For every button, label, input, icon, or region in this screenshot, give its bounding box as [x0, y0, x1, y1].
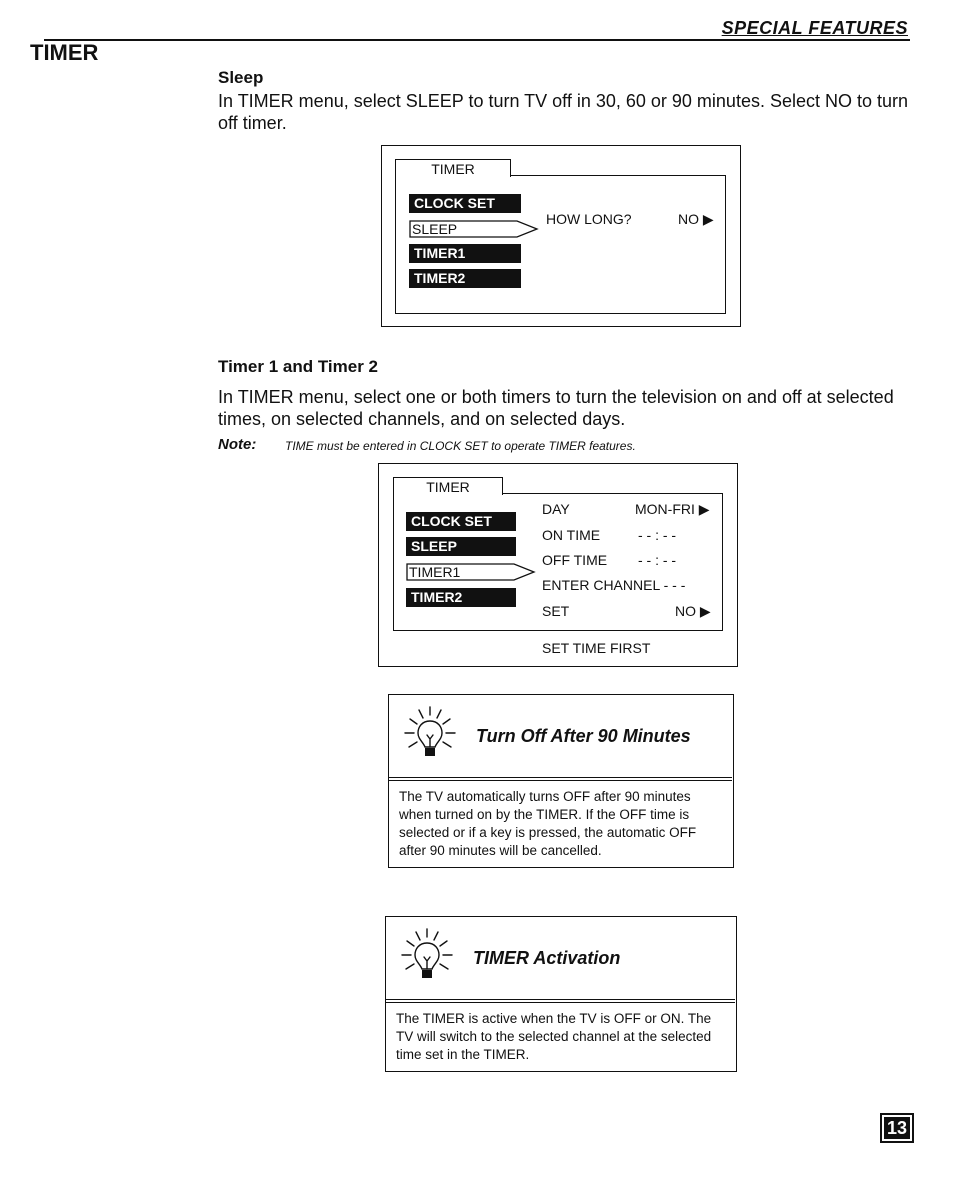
- timers-heading: Timer 1 and Timer 2: [218, 357, 378, 376]
- field-off-time-label: OFF TIME: [542, 552, 608, 568]
- tip-divider: [386, 999, 735, 1003]
- tip-divider: [389, 777, 732, 781]
- sleep-description: In TIMER menu, select SLEEP to turn TV off in 30, 60 or 90 minutes. Select NO to turn off timer.: [218, 91, 909, 133]
- field-day-label: DAY: [542, 501, 570, 517]
- lightbulb-icon: [399, 705, 461, 761]
- section-label: SPECIAL FEATURES: [721, 18, 908, 38]
- menu-item-label: TIMER1: [409, 564, 461, 580]
- tip-body: The TIMER is active when the TV is OFF or ON. The TV will switch to the selected channel at the selected time set in the TIMER.: [396, 1011, 712, 1062]
- field-set-value[interactable]: NO ▶: [675, 603, 711, 619]
- timer-menu-tab: TIMER: [393, 477, 503, 495]
- tip-box-timer-activation: [385, 916, 737, 1072]
- page-number: 13: [880, 1113, 914, 1143]
- menu-item-timer2[interactable]: TIMER2: [409, 269, 521, 288]
- field-enter-channel[interactable]: ENTER CHANNEL - - -: [542, 577, 686, 593]
- field-on-time-label: ON TIME: [542, 527, 601, 543]
- timers-description: In TIMER menu, select one or both timers to turn the television on and off at selected times, on selected channels, and on selected days.: [218, 387, 894, 429]
- tip-box-turn-off: [388, 694, 734, 868]
- header-rule: [44, 39, 910, 41]
- sleep-menu-tab: TIMER: [395, 159, 511, 177]
- tip-title: TIMER Activation: [473, 948, 621, 968]
- menu-item-clock-set[interactable]: CLOCK SET: [406, 512, 516, 531]
- field-set-label: SET: [542, 603, 570, 619]
- lightbulb-icon: [396, 927, 458, 983]
- sleep-prompt: HOW LONG?: [546, 211, 632, 227]
- timer-menu-footer: SET TIME FIRST: [542, 640, 651, 656]
- menu-item-clock-set[interactable]: CLOCK SET: [409, 194, 521, 213]
- menu-item-timer1[interactable]: TIMER1: [409, 244, 521, 263]
- menu-item-sleep[interactable]: SLEEP: [406, 537, 516, 556]
- menu-item-label: SLEEP: [412, 221, 458, 237]
- sleep-heading: Sleep: [218, 68, 264, 87]
- note-label: Note:: [218, 436, 257, 453]
- sleep-value[interactable]: NO ▶: [678, 211, 714, 227]
- note-text: TIME must be entered in CLOCK SET to operate TIMER features.: [285, 439, 636, 453]
- menu-item-timer1[interactable]: [406, 562, 536, 582]
- sleep-menu-screen: [381, 145, 741, 327]
- field-off-time-value[interactable]: - - : - -: [638, 552, 677, 568]
- tip-body: The TV automatically turns OFF after 90 minutes when turned on by the TIMER. If the OFF time is selected or if a key is pressed, the automatic OFF after 90 minutes will be cancelled.: [399, 789, 697, 858]
- field-day-value[interactable]: MON-FRI ▶: [635, 501, 710, 517]
- page-title: TIMER: [30, 40, 99, 65]
- field-on-time-value[interactable]: - - : - -: [638, 527, 677, 543]
- menu-item-sleep[interactable]: [409, 219, 539, 239]
- timer-menu-screen: [378, 463, 738, 667]
- menu-item-timer2[interactable]: TIMER2: [406, 588, 516, 607]
- tip-title: Turn Off After 90 Minutes: [476, 726, 691, 746]
